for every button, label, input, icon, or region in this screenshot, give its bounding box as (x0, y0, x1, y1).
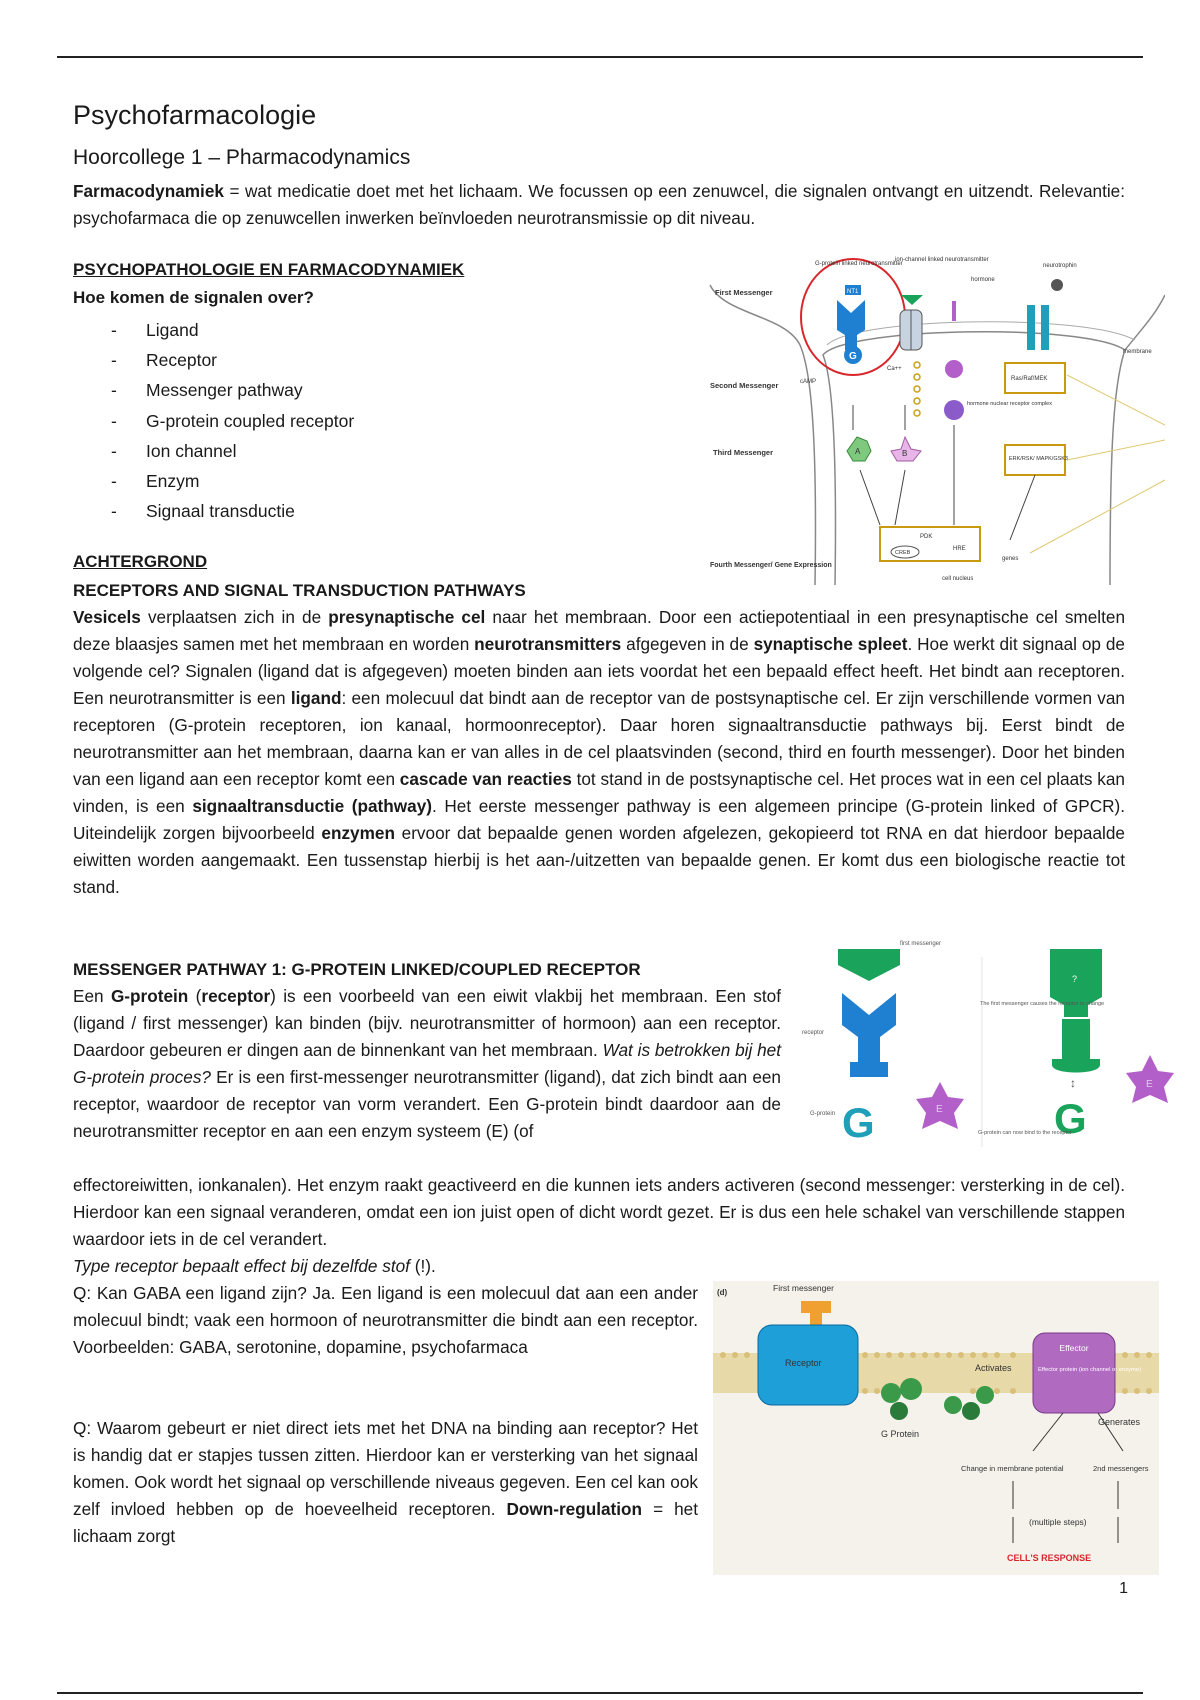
third-messenger-label: Third Messenger (713, 448, 774, 457)
fourth-messenger-label: Fourth Messenger/ Gene Expression (710, 562, 832, 569)
page-number: 1 (1119, 1580, 1128, 1597)
fig3-effector-line: Effector (1059, 1343, 1089, 1353)
text-run: enzymen (321, 823, 395, 843)
camp-label: cAMP (800, 379, 817, 385)
list-item: - Signaal transductie (73, 496, 593, 526)
text-run: presynaptische cel (328, 607, 486, 627)
pdk-label: PDK (920, 534, 933, 540)
fig2-gprotein-label: G-protein (810, 1111, 836, 1117)
topic-list (73, 315, 593, 526)
page-title: Psychofarmacologie (73, 100, 317, 130)
membrane-label: membrane (1123, 349, 1152, 355)
section1-heading: PSYCHOPATHOLOGIE EN FARMACODYNAMIEK (73, 260, 465, 279)
nt1-label: NT1 (847, 289, 859, 295)
q2-tail: = het lichaam zorgt (73, 1499, 698, 1546)
ras-label: Ras/Raf/MEK (1011, 376, 1048, 382)
text-run: receptor (201, 986, 271, 1006)
list-item: - Messenger pathway (73, 375, 593, 405)
g-label: G (849, 351, 857, 362)
intro-text: = wat medicatie doet met het lichaam. We focussen op een zenuwcel, die signalen ontvangt en uitzendt. Relevantie: psychofarmaca die op zenuwcellen inwerken beïnvloeden neurotransmissie op dit niveau. (73, 181, 1125, 228)
first-messenger-label: First Messenger (715, 288, 773, 297)
bottom-rule (57, 1692, 1143, 1694)
text-run: Wat is betrokken bij het G-protein proces? (73, 1040, 781, 1087)
fig2-q: ? (1072, 974, 1078, 984)
note-italic: Type receptor bepaalt effect bij dezelfde stof (73, 1256, 410, 1276)
second-messenger-label: Second Messenger (710, 381, 779, 390)
page-subtitle: Hoorcollege 1 – Pharmacodynamics (73, 146, 411, 169)
b-label: B (902, 449, 908, 458)
fig3-activates: Activates (975, 1363, 1012, 1373)
section3-paragraph-1 (73, 983, 781, 1145)
fig2-change: The first messenger causes the receptor to change (980, 1001, 1105, 1007)
list-item: - Ion channel (73, 436, 593, 466)
text-run: . Hoe werkt dit signaal op de volgende cel? Signalen (ligand dat is afgegeven) moeten binden aan iets voordat het een bepaald effect heeft. Het bindt aan receptoren. Een neurotransmitter is een (73, 634, 1125, 708)
genes-label: genes (1002, 556, 1019, 562)
ca-label: Ca++ (887, 366, 902, 372)
gprotein-nt-label: G-protein linked neurotransmitter (815, 261, 903, 267)
fig2-first-messenger: first messenger (900, 941, 942, 947)
text-run: verplaatsen zich in de (140, 607, 329, 627)
hormone-complex-label: hormone nuclear receptor complex (967, 401, 1052, 407)
fig3-response: CELL'S RESPONSE (1007, 1553, 1092, 1563)
list-item: - Receptor (73, 345, 593, 375)
text-run: ( (188, 986, 202, 1006)
top-rule (57, 56, 1143, 58)
question-dna (73, 1415, 698, 1550)
section3-note (73, 1253, 1125, 1280)
list-item: - G-protein coupled receptor (73, 406, 593, 436)
neurotrophin-label: neurotrophin (1043, 263, 1077, 269)
fig2-e-left: E (936, 1104, 943, 1115)
text-run: synaptische spleet (753, 634, 908, 654)
question-gaba: Q: Kan GABA een ligand zijn? Ja. Een ligand is een molecuul dat aan een ander molecuul bindt; vaak een hormoon of neurotransmitter die bindt aan een receptor. Voorbeelden: GABA, serotonine, dopamine, psychofarmaca (73, 1283, 698, 1357)
section2-paragraph (73, 604, 1125, 901)
section3-paragraph-2: effectoreiwitten, ionkanalen). Het enzym raakt geactiveerd en die kunnen iets anders activeren (second messenger: versterking in de cel). Hierdoor kan een signaal veranderen, omdat een ion juist open of dicht wordt gezet. Er is dus een hele schakel van verschillende stappen waardoor iets in de cel verandert. (73, 1175, 1125, 1249)
fig3-label: (d) (717, 1288, 728, 1297)
fig3-change: Change in membrane potential (961, 1464, 1064, 1473)
fig2-g-right: G (1054, 1095, 1087, 1142)
text-run: Vesicels (73, 607, 141, 627)
gprotein-cascade-figure (713, 1281, 1159, 1575)
text-run: neurotransmitters (474, 634, 622, 654)
list-item: - Ligand (73, 315, 593, 345)
creb-label: CREB (895, 550, 911, 556)
a-label: A (855, 447, 861, 456)
intro-term: Farmacodynamiek (73, 181, 224, 201)
fig3-multiple: (multiple steps) (1029, 1517, 1087, 1527)
fig2-arrow: ↕ (1070, 1076, 1076, 1090)
erk-label: ERK/RSK/ MAPK/GSK3 (1009, 456, 1068, 462)
note-tail: (!). (409, 1256, 436, 1276)
text-run: ligand (290, 688, 342, 708)
gprotein-binding-figure (800, 937, 1175, 1147)
fig2-receptor: receptor (802, 1030, 825, 1036)
q2-text: Q: Waarom gebeurt er niet direct iets met het DNA na binding aan receptor? Het is handig dat er stapjes tussen zitten. Hierdoor kan er versterking van het signaal komen. Ook wordt het signaal op verschillende niveaus gegeven. Een cel kan ook zelf invloed hebben op de hoeveelheid receptoren. (73, 1418, 698, 1519)
fig3-first-messenger: First messenger (773, 1283, 834, 1293)
fig3-generates: Generates (1098, 1417, 1141, 1427)
text-run: signaaltransductie (pathway) (192, 796, 432, 816)
fig3-receptor: Receptor (785, 1358, 822, 1368)
list-item: - Enzym (73, 466, 593, 496)
section3-heading: MESSENGER PATHWAY 1: G-PROTEIN LINKED/COUPLED RECEPTOR (73, 960, 641, 979)
text-run: Een (73, 986, 111, 1006)
text-run: afgegeven in de (621, 634, 754, 654)
text-run: naar het membraan. Door een actiepotentiaal in een presynaptische cel smelten deze blaasjes samen met het membraan en worden (73, 607, 1126, 654)
q2-bold: Down-regulation (506, 1499, 643, 1519)
text-run: cascade van reacties (399, 769, 572, 789)
section2-heading: ACHTERGROND (73, 552, 208, 571)
hre-label: HRE (953, 546, 966, 552)
cell-nucleus-label: cell nucleus (942, 576, 974, 582)
fig3-effector-full: Effector protein (ion channel or enzyme) (1038, 1367, 1142, 1373)
text-run: Er is een first-messenger neurotransmitter (ligand), dat zich bindt aan een receptor, waardoor de receptor van vorm verandert. Een G-protein bindt daardoor aan de neurotransmitter receptor en aan een enzym systeem (E) (of (73, 1067, 781, 1141)
intro-paragraph (73, 178, 1125, 232)
text-run: : een molecuul dat bindt aan de receptor van de postsynaptische cel. Er zijn verschillende vormen van receptoren (G-protein receptoren, ion kanaal, hormoonreceptor). Daar horen signaaltransductie pathways bij. Eerst bindt de neurotransmitter aan het membraan, daarna kan er van alles in de cel plaatsvinden (second, third en fourth messenger). Door het binden van een ligand aan een receptor komt een (73, 688, 1125, 789)
signal-transduction-figure (705, 255, 1165, 585)
fig3-gprotein: G Protein (881, 1429, 920, 1439)
fig3-effector (1059, 1343, 1088, 1353)
text-run: . Het eerste messenger pathway is een algemeen principe (G-protein linked of GPCR). Uiteindelijk zorgen bijvoorbeeld (73, 796, 1126, 843)
text-run: ) is een voorbeeld van een eiwit vlakbij het membraan. Een stof (ligand / first messenger) kan binden (bijv. neurotransmitter of hormoon) aan een receptor. Daardoor gebeuren er dingen aan de binnenkant van het membraan. (73, 986, 782, 1060)
fig3-second: 2nd messengers (1093, 1464, 1149, 1473)
text-run: ervoor dat bepaalde genen worden afgelezen, gekopieerd tot RNA en dat hierdoor bepaalde eiwitten worden aangemaakt. Een tussenstap hierbij is het aan-/uitzetten van bepaalde genen. Er komt dus een biologische reactie tot stand. (73, 823, 1125, 897)
text-run: tot stand in de postsynaptische cel. Het proces wat in een cel plaats kan vinden, is een (73, 769, 1125, 816)
section1-question: Hoe komen de signalen over? (73, 288, 314, 307)
fig2-bind: G-protein can now bind to the receptor (978, 1130, 1072, 1136)
hormone-label: hormone (971, 277, 995, 283)
fig2-e-right: E (1146, 1079, 1153, 1090)
section2-subheading: RECEPTORS AND SIGNAL TRANSDUCTION PATHWAYS (73, 581, 526, 600)
ion-channel-nt-label: ion-channel linked neurotransmitter (895, 257, 989, 263)
fig2-g-left: G (842, 1099, 875, 1146)
text-run: G-protein (110, 986, 189, 1006)
